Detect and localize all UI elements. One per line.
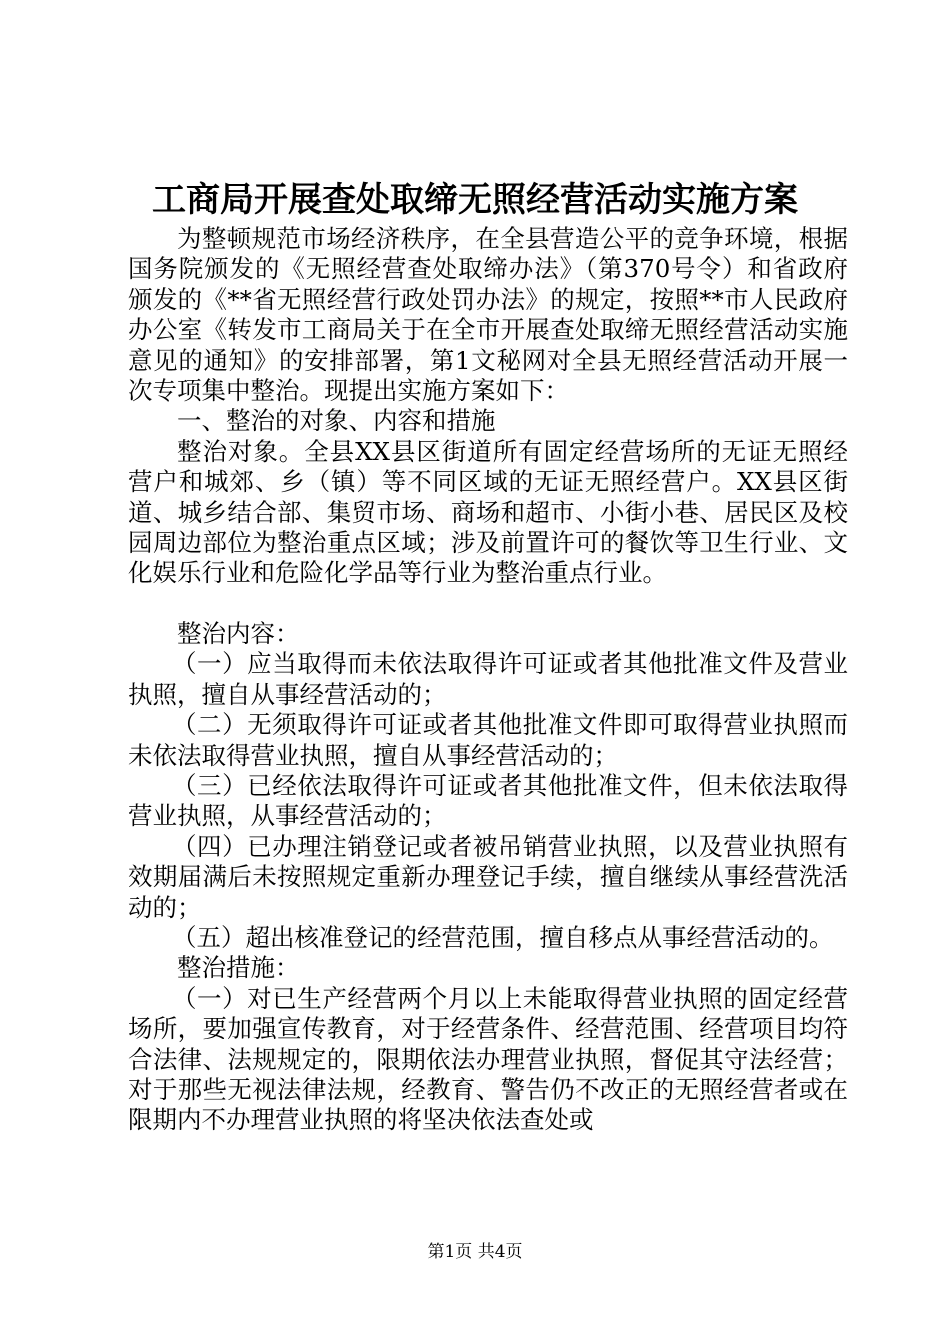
content-item: （一）应当取得而未依法取得许可证或者其他批准文件及营业执照，擅自从事经营活动的； xyxy=(128,649,848,709)
intro-paragraph: 为整顿规范市场经济秩序，在全县营造公平的竞争环境，根据国务院颁发的《无照经营查处取缔办法》（第370号令）和省政府颁发的《**省无照经营行政处罚办法》的规定，按照**市人民政府办公室《转发市工商局关于在全市开展查处取缔无照经营活动实施意见的通知》的安排部署，第1文秘网对全县无照经营活动开展一次专项集中整治。现提出实施方案如下： xyxy=(128,224,848,406)
document-title: 工商局开展查处取缔无照经营活动实施方案 xyxy=(152,180,798,220)
measures-heading: 整治措施： xyxy=(177,953,300,983)
content-item: （五）超出核准登记的经营范围，擅自移点从事经营活动的。 xyxy=(172,922,834,952)
content-item: （四）已办理注销登记或者被吊销营业执照，以及营业执照有效期届满后未按照规定重新办理登记手续，擅自继续从事经营洗活动的； xyxy=(128,831,848,922)
document-body xyxy=(128,224,848,1136)
section-heading: 一、整治的对象、内容和措施 xyxy=(177,406,496,436)
content-item: （二）无须取得许可证或者其他批准文件即可取得营业执照而未依法取得营业执照，擅自从事经营活动的； xyxy=(128,710,848,770)
paragraph-gap xyxy=(128,589,848,619)
targets-paragraph: 整治对象。全县XX县区街道所有固定经营场所的无证无照经营户和城郊、乡（镇）等不同区域的无证无照经营户。XX县区街道、城乡结合部、集贸市场、商场和超市、小街小巷、居民区及校园周边部位为整治重点区域；涉及前置许可的餐饮等卫生行业、文化娱乐行业和危险化学品等行业为整治重点行业。 xyxy=(128,436,848,588)
content-item: （三）已经依法取得许可证或者其他批准文件，但未依法取得营业执照，从事经营活动的； xyxy=(128,770,848,831)
content-heading: 整治内容： xyxy=(177,618,300,648)
page-number-footer: 第1页 共4页 xyxy=(427,1242,523,1262)
measures-item: （一）对已生产经营两个月以上未能取得营业执照的固定经营场所，要加强宣传教育，对于经营条件、经营范围、经营项目均符合法律、法规规定的，限期依法办理营业执照，督促其守法经营；对于那些无视法律法规，经教育、警告仍不改正的无照经营者或在限期内不办理营业执照的将坚决依法查处或 xyxy=(128,983,848,1135)
